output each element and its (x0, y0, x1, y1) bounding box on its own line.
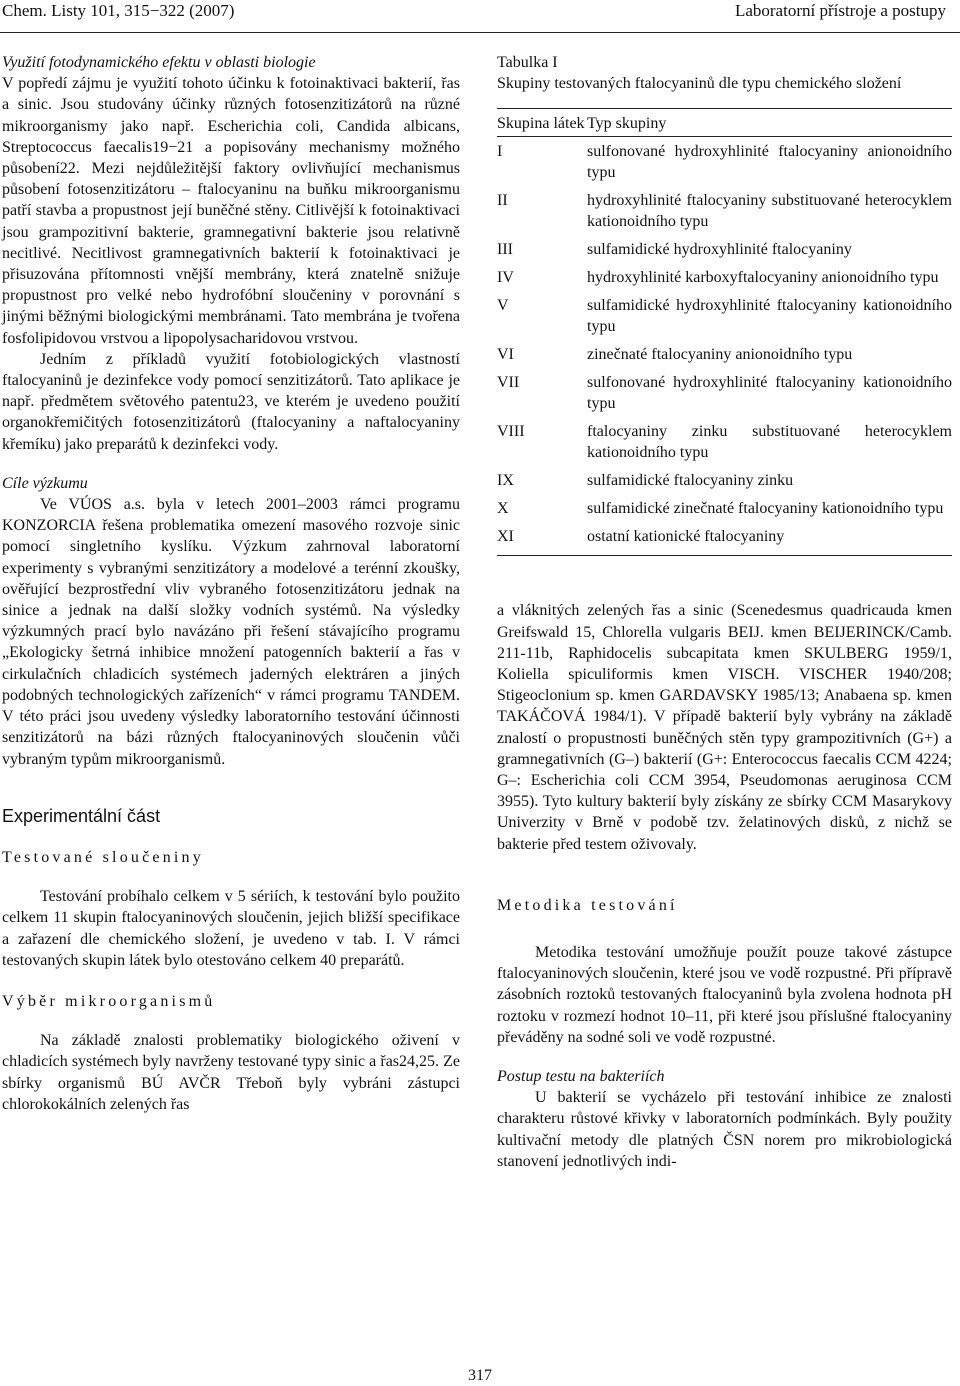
group-type: sulfamidické ftalocyaniny zinku (587, 472, 794, 490)
table-row (497, 137, 952, 187)
group-id: X (497, 500, 509, 518)
running-header (0, 0, 960, 33)
group-id: VIII (497, 423, 525, 441)
group-id: XI (497, 522, 587, 556)
phthalocyanine-groups-table (497, 108, 952, 556)
group-id: IX (497, 472, 514, 490)
paragraph-bacteria-test: U bakterií se vycházelo při testování inhibice ze znalosti charakteru růstové křivky v laboratorních podmínkách. Byly použity kultivační metody dle platných ČSN norem pro mikrobiologická stanovení jednotlivých indi- (497, 1089, 952, 1170)
group-type: sulfamidické zinečnaté ftalocyaniny kationoidního typu (587, 500, 944, 518)
table-header-row (497, 109, 952, 137)
group-type: sulfamidické hydroxyhlinité ftalocyaniny (587, 241, 852, 259)
group-type: zinečnaté ftalocyaniny anionoidního typu (587, 346, 853, 364)
header-group: Skupina látek (497, 109, 587, 137)
paragraph-intro: V popředí zájmu je využití tohoto účinku k fotoinaktivaci bakterií, řas a sinic. Jsou studovány účinky různých fotosenzitizátorů na různé mikroorganismy jako např. Escherichia coli, Candida albicans, Streptococcus faecalis19−21 a popisovány mechanismy možného působení22. Mezi nejdůležitější faktory ovlivňující mechanismus působení fotosenzitizátoru – ftalocyaninu na buňku mikroorganismu patří stavba a propustnost její buněčné stěny. Citlivější k fotoinaktivaci jsou grampozitivní bakterie, gramnegativní bakterie jsou relativně necitlivé. Necitlivost gramnegativních bakterií k fotoinaktivaci je přisuzována přítomnosti vnější membrány, která znatelně snižuje propustnost pro velké nebo hydrofóbní sloučeniny v porovnání s jinými běžnými biologickými membránami. Tato membrána je tvořena fosfolipidovou vrstvou a lipopolysacharidovou vrstvou. (2, 75, 460, 347)
group-id: II (497, 192, 508, 210)
table-label: Tabulka I (497, 54, 558, 71)
subheading-methodology: Metodika testování (497, 896, 678, 914)
table-row (497, 466, 952, 494)
right-column (497, 52, 952, 1172)
subheading-compounds: Testované sloučeniny (2, 848, 204, 866)
left-column (2, 52, 460, 1115)
group-type: hydroxyhlinité karboxyftalocyaniny anionoidního typu (587, 269, 939, 287)
paragraph-methodology: Metodika testování umožňuje použít pouze takové zástupce ftalocyaninových sloučenin, které jsou ve vodě rozpustné. Při přípravě zásobních roztoků testovaných ftalocyaninů byla zvolena hodnota pH roztoku v rozmezí hodnot 10–11, při které jsou příslušné ftalocyaniny převáděny na sodné soli ve vodě rozpustné. (497, 944, 952, 1046)
section-heading: Experimentální část (2, 805, 161, 826)
group-id: V (497, 297, 509, 315)
group-type: ostatní kationické ftalocyaniny (587, 522, 952, 556)
group-id: VI (497, 346, 514, 364)
journal-citation: Chem. Listy 101, 315−322 (2007) (2, 1, 235, 20)
goals-heading: Cíle výzkumu (2, 474, 88, 492)
paragraph-compounds: Testování probíhalo celkem v 5 sériích, k testování bylo použito celkem 11 skupin ftalocyaninových sloučenin, jejich bližší specifikace a zařazení dle chemického složení, je uvedeno v tab. I. V rámci testovaných skupin látek bylo otestováno celkem 40 preparátů. (2, 888, 460, 969)
header-type: Typ skupiny (587, 109, 952, 137)
paragraph-microorganisms: Na základě znalosti problematiky biologického oživení v chladicích systémech byly navrženy testované typy sinic a řas24,25. Ze sbírky organismů BÚ AVČR Třeboň byly vybráni zástupci chlorokokálních zelených řas (2, 1032, 460, 1113)
group-id: VII (497, 374, 520, 392)
subheading-bacteria-test: Postup testu na bakteriích (497, 1068, 665, 1086)
table-title (497, 52, 952, 94)
page-number: 317 (468, 1367, 492, 1384)
table-row (497, 291, 952, 340)
group-type: sulfonované hydroxyhlinité ftalocyaniny kationoidního typu (587, 374, 952, 413)
group-type: sulfamidické hydroxyhlinité ftalocyaniny kationoidního typu (587, 297, 952, 336)
table-row (497, 494, 952, 522)
section-name: Laboratorní přístroje a postupy (734, 1, 946, 20)
table-caption: Skupiny testovaných ftalocyaninů dle typu chemického složení (497, 75, 902, 93)
table-row (497, 368, 952, 417)
group-id: III (497, 241, 513, 259)
subheading-microorganisms: Výběr mikroorganismů (2, 992, 216, 1010)
table-row (497, 340, 952, 368)
group-id: IV (497, 269, 514, 287)
table-body (497, 137, 952, 556)
table-row (497, 186, 952, 235)
paragraph-patent: Jedním z příkladů využití fotobiologických vlastností ftalocyaninů je dezinfekce vody pomocí senzitizátorů. Tato aplikace je např. předmětem světového patentu23, ve kterém je uvedeno použití organokřemičitých fotosenzitizátorů (ftalocyaniny a naftalocyaniny křemíku) jako preparátů k dezinfekci vody. (2, 350, 460, 453)
group-type: ftalocyaniny zinku substituované heterocyklem kationoidního typu (587, 423, 952, 462)
intro-heading: Využití fotodynamického efektu v oblasti biologie (2, 54, 316, 71)
table-row (497, 235, 952, 263)
group-type: sulfonované hydroxyhlinité ftalocyaniny anionoidního typu (587, 143, 952, 182)
table-row (497, 263, 952, 291)
table-row (497, 417, 952, 466)
paragraph-organisms: a vláknitých zelených řas a sinic (Scenedesmus quadricauda kmen Greifswald 15, Chlorella vulgaris BEIJ. kmen BEIJERINCK/Camb. 211-11b, Raphidocelis subcapitata kmen SKULBERG 1959/1, Koliella spiculiformis kmen VISCH. VISCHER 1940/208; Stigeoclonium sp. kmen GARDAVSKY 1985/13; Anabaena sp. kmen TAKÁČOVÁ 1984/1). V případě bakterií byly vybrány na základě znalostí o propustnosti buněčných stěn typy grampozitivních (G+) a gramnegativních (G–) bakterií (G+: Enterococcus faecalis CCM 4224; G–: Escherichia coli CCM 3954, Pseudomonas aeruginosa CCM 3955). Tyto kultury bakterií byly získány ze sbírky CCM Masarykovy Univerzity v Brně v podobě tzv. želatinových disků, z nichž se bakterie před testem oživovaly. (497, 602, 952, 853)
paragraph-goals: Ve VÚOS a.s. byla v letech 2001–2003 rámci programu KONZORCIA řešena problematika omezení masového rozvoje sinic pomocí singletního kyslíku. Výzkum zahrnoval laboratorní experimenty s vybranými senzitizátory a modelové a terénní zkoušky, ověřující bezprostřední vliv vybraného fotosenzitizátoru jednak na sinice a jednak na další složky vodních systémů. Na výsledky výzkumných prací bylo navázáno při řešení stávajícího programu „Ekologicky šetrná inhibice množení patogenních bakterií a řas v cirkulačních chladicích systémech jaderných elektráren a jiných podobných technologických zařízeních“ v rámci programu TANDEM. V této práci jsou uvedeny výsledky laboratorního testování účinnosti senzitizátorů na bázi různých ftalocyaninových sloučenin vůči vybraným typům mikroorganismů. (2, 496, 460, 768)
group-type: hydroxyhlinité ftalocyaniny substituované heterocyklem kationoidního typu (587, 192, 952, 231)
table-row (497, 522, 952, 556)
group-id: I (497, 143, 503, 161)
